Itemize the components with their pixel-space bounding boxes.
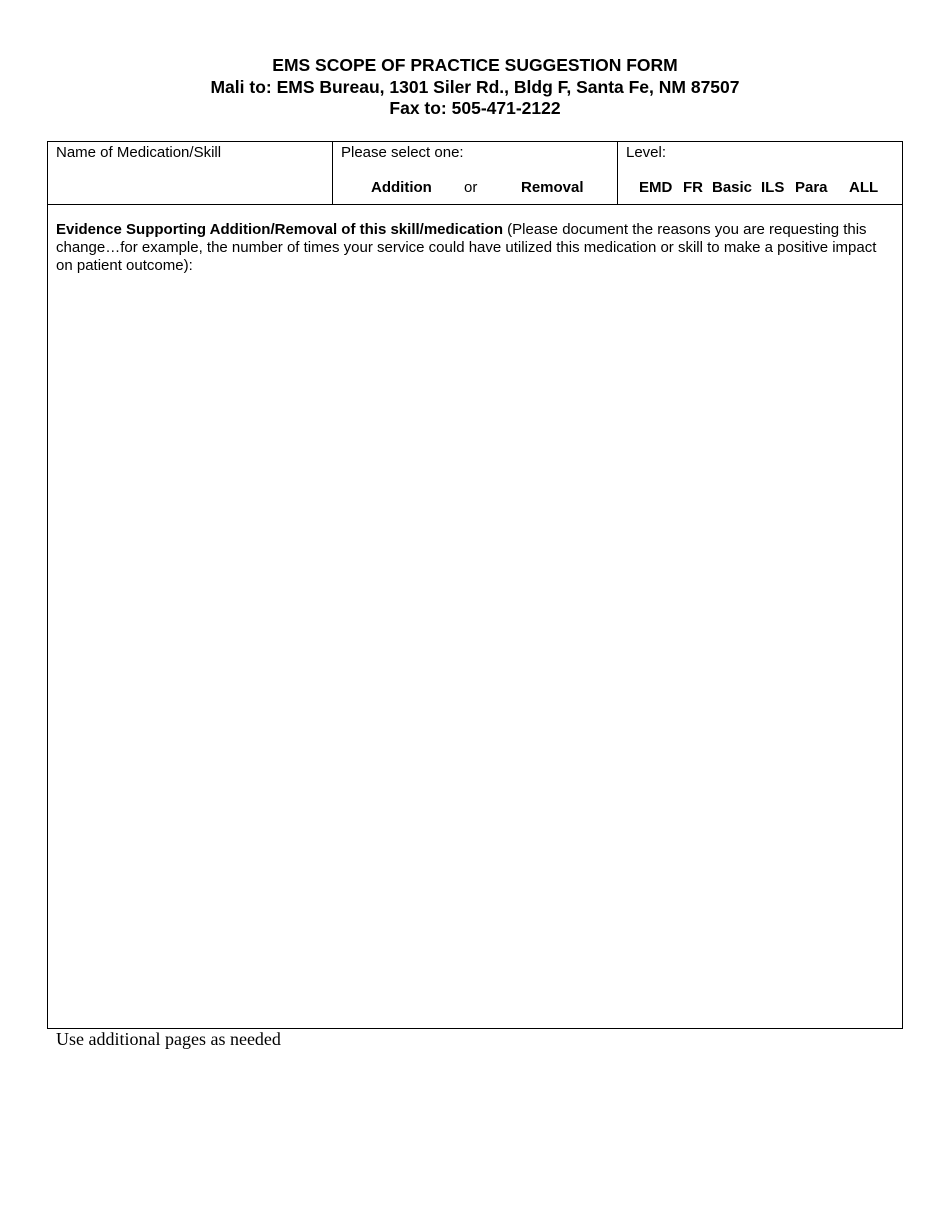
mail-address: Mali to: EMS Bureau, 1301 Siler Rd., Bldg F, Santa Fe, NM 87507 <box>210 76 740 97</box>
evidence-section[interactable] <box>56 221 896 275</box>
level-option-emd[interactable]: EMD <box>639 179 673 196</box>
form-top-row <box>48 142 902 205</box>
level-label: Level: <box>626 144 667 161</box>
level-select-cell <box>618 142 902 204</box>
additional-pages-note: Use additional pages as needed <box>56 1029 281 1049</box>
level-option-ils[interactable]: ILS <box>761 179 785 196</box>
medication-skill-name-field[interactable] <box>48 142 333 204</box>
evidence-instructions: (Please document the reasons you are requesting this change…for example, the number of times your service could have utilized this medication or skill to make a positive impact on patient outcome): <box>56 221 877 274</box>
select-one-label: Please select one: <box>341 144 464 161</box>
addition-option[interactable]: Addition <box>371 179 432 196</box>
fax-number: Fax to: 505-471-2122 <box>389 98 561 118</box>
level-option-fr[interactable]: FR <box>683 179 703 196</box>
removal-option[interactable]: Removal <box>521 179 584 196</box>
or-separator: or <box>464 179 478 196</box>
addition-removal-select-cell <box>333 142 618 204</box>
level-option-basic[interactable]: Basic <box>712 179 753 196</box>
suggestion-form-table <box>47 141 903 1029</box>
evidence-heading: Evidence Supporting Addition/Removal of this skill/medication <box>56 221 503 238</box>
form-header <box>0 55 950 120</box>
medication-skill-label: Name of Medication/Skill <box>56 144 222 161</box>
level-option-all[interactable]: ALL <box>849 179 879 196</box>
form-title: EMS SCOPE OF PRACTICE SUGGESTION FORM <box>272 55 678 75</box>
level-option-para[interactable]: Para <box>795 179 828 196</box>
